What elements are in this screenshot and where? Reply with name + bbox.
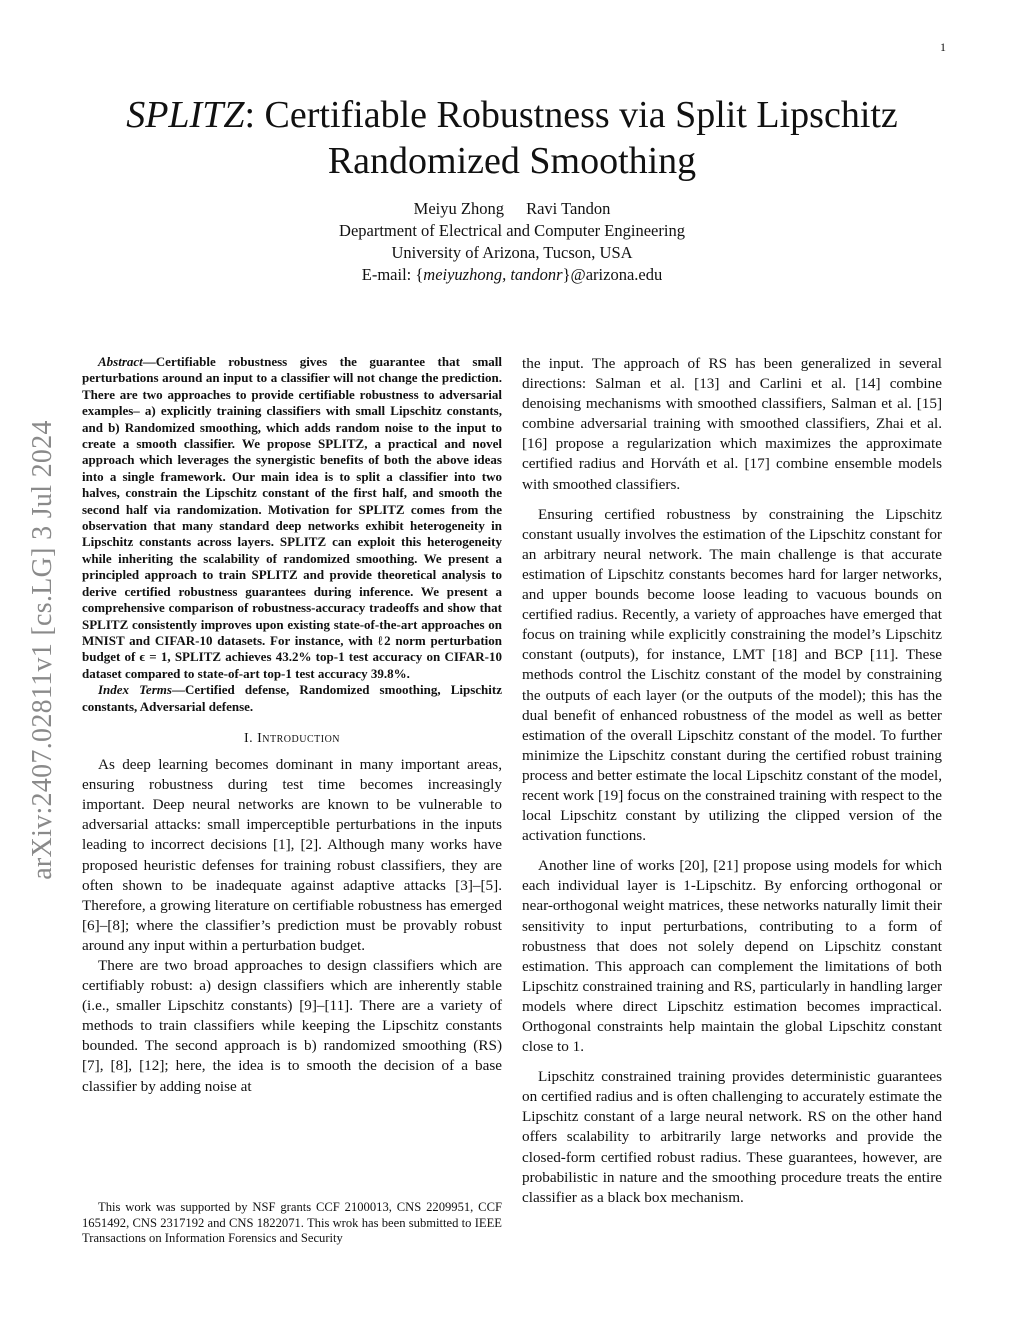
- author-block: [80, 198, 944, 286]
- abstract-text: —Certifiable robustness gives the guarantee that small perturbations around an input to a classifier will not change the prediction. There are two approaches to provide certifiable robustness to adversarial examples– a) explicitly training classifiers with small Lipschitz constants, and b) Randomized smoothing, which adds random noise to the input to create a smooth classifier. We propose SPLITZ, a practical and novel approach which leverages the synergistic benefits of both the above ideas into a single framework. Our main idea is to split a classifier into two halves, constrain the Lipschitz constant of the first half, and smooth the second half via randomization. Motivation for SPLITZ comes from the observation that many standard deep networks exhibit heterogeneity in Lipschitz constants across layers. SPLITZ can exploit this heterogeneity while inheriting the scalability of randomized smoothing. We present a principled approach to train SPLITZ and provide theoretical analysis to derive certified robustness guarantees during inference. We present a comprehensive comparison of robustness-accuracy tradeoffs and show that SPLITZ consistently improves upon existing state-of-the-art approaches on MNIST and CIFAR-10 datasets. For instance, with ℓ2 norm perturbation budget of ϵ = 1, SPLITZ achieves 43.2% top-1 test accuracy on CIFAR-10 dataset compared to state-of-art top-1 test accuracy 39.8%.: [82, 354, 502, 681]
- section-numeral: I.: [243, 730, 254, 746]
- university: University of Arizona, Tucson, USA: [391, 243, 633, 262]
- body-paragraph: Lipschitz constrained training provides deterministic guarantees on certified radius and is often challenging to accurately estimate the Lipschitz constant of a large neural network. RS on the other hand offers scalability to arbitrarily large networks and provide the closed-form certified robust radius. These guarantees, however, are probabilistic in nature and the smoothing procedure treats the entire classifier as a black box mechanism.: [522, 1068, 942, 1206]
- title-rest: : Certifiable Robustness via Split Lipschitz Randomized Smoothing: [244, 94, 898, 182]
- author-1: Meiyu Zhong: [413, 199, 504, 218]
- author-names: [80, 198, 944, 220]
- paper-title: [80, 92, 944, 184]
- intro-paragraph: There are two broad approaches to design classifiers which are certifiably robust: a) design classifiers which are inherently stable (i.e., smaller Lipschitz constants) [9]–[11]. There are a variety of methods to train classifiers while keeping the Lipschitz constants bounded. The second approach is b) randomized smoothing (RS) [7], [8], [12]; here, the idea is to smooth the decision of a base classifier by adding noise at: [82, 956, 502, 1095]
- page-number: 1: [940, 40, 946, 54]
- index-terms: [82, 682, 502, 715]
- section-title: Introduction: [257, 730, 341, 746]
- footnote: This work was supported by NSF grants CCF 2100013, CNS 2209951, CCF 1651492, CNS 2317192 and CNS 1822071. This wrok has been submitted to IEEE Transactions on Information Forensics and Security: [82, 1200, 502, 1245]
- department: Department of Electrical and Computer Engineering: [339, 221, 685, 240]
- body-paragraph: Ensuring certified robustness by constraining the Lipschitz constant usually involves the estimation of the Lipschitz constant for an arbitrary neural network. The main challenge is that accurate estimation of Lipschitz constants becomes hard for larger networks, and upper bounds become loose leading to vacuous bounds on certified radius. Recently, a variety of approaches have emerged that focus on training while explicitly constraining the model’s Lipschitz constant (outputs), for instance, LMT [18] and BCP [11]. These methods control the Lischitz constant of the model by constraining the outputs of each layer (or the outputs of the model); this has the dual benefit of enhanced robustness of the model as well as better estimation of the overall Lipschitz constant of the model. To further minimize the Lipschitz constant during the certified robust training process and better estimate the local Lipschitz constant of the model, recent work [19] focus on the constrained training with respect to the local Lipschitz constant by utilizing the clipped version of the activation functions.: [522, 505, 942, 845]
- title-italic: SPLITZ: [126, 94, 245, 136]
- author-2: Ravi Tandon: [526, 199, 611, 218]
- index-terms-label: Index Terms: [98, 682, 172, 698]
- abstract-label: Abstract: [98, 354, 143, 369]
- body-paragraph: the input. The approach of RS has been generalized in several directions: Salman et al. [13] and Carlini et al. [14] combine denoising mechanisms with smoothed classifiers, Salman et al. [15] combine adversarial training with smoothed classifiers, Zhai et al. [16] propose a regularization which maximizes the approximate certified radius and Horváth et al. [17] combine ensemble models with smoothed classifiers.: [522, 355, 942, 493]
- email-prefix: E-mail: {: [361, 265, 424, 284]
- abstract: [82, 354, 502, 682]
- index-terms-text: —Certified defense, Randomized smoothing, Lipschitz constants, Adversarial defense.: [82, 682, 502, 714]
- right-column: [522, 354, 942, 1208]
- left-column: [82, 354, 502, 1097]
- email-names: meiyuzhong, tandonr: [423, 265, 563, 284]
- body-paragraph: Another line of works [20], [21] propose using models for which each individual layer is 1-Lipschitz. By enforcing orthogonal or near-orthogonal weight matrices, these networks naturally limit their sensitivity to input perturbations, contributing to a form of robustness that does not solely depend on Lipschitz constant estimation. This approach can complement the limitations of both Lipschitz constrained training and RS, particularly in handling larger models where direct Lipschitz estimation becomes impractical. Orthogonal constraints help maintain the global Lipschitz constant close to 1.: [522, 857, 942, 1056]
- email-suffix: }@arizona.edu: [562, 265, 663, 284]
- arxiv-stamp[interactable]: arXiv:2407.02811v1 [cs.LG] 3 Jul 2024: [27, 420, 58, 880]
- email-line: [80, 264, 944, 286]
- section-heading: [82, 729, 502, 749]
- intro-paragraph: As deep learning becomes dominant in many important areas, ensuring robustness during test time becomes increasingly important. Deep neural networks are known to be vulnerable to adversarial attacks: small imperceptible perturbations in the inputs leading to incorrect decisions [1], [2]. Although many works have proposed heuristic defenses for training robust classifiers, they are often shown to be inadequate against adaptive attacks [3]–[5]. Therefore, a growing literature on certifiable robustness has emerged [6]–[8]; where the classifier’s prediction must be provably robust around any input within a perturbation budget.: [82, 756, 502, 954]
